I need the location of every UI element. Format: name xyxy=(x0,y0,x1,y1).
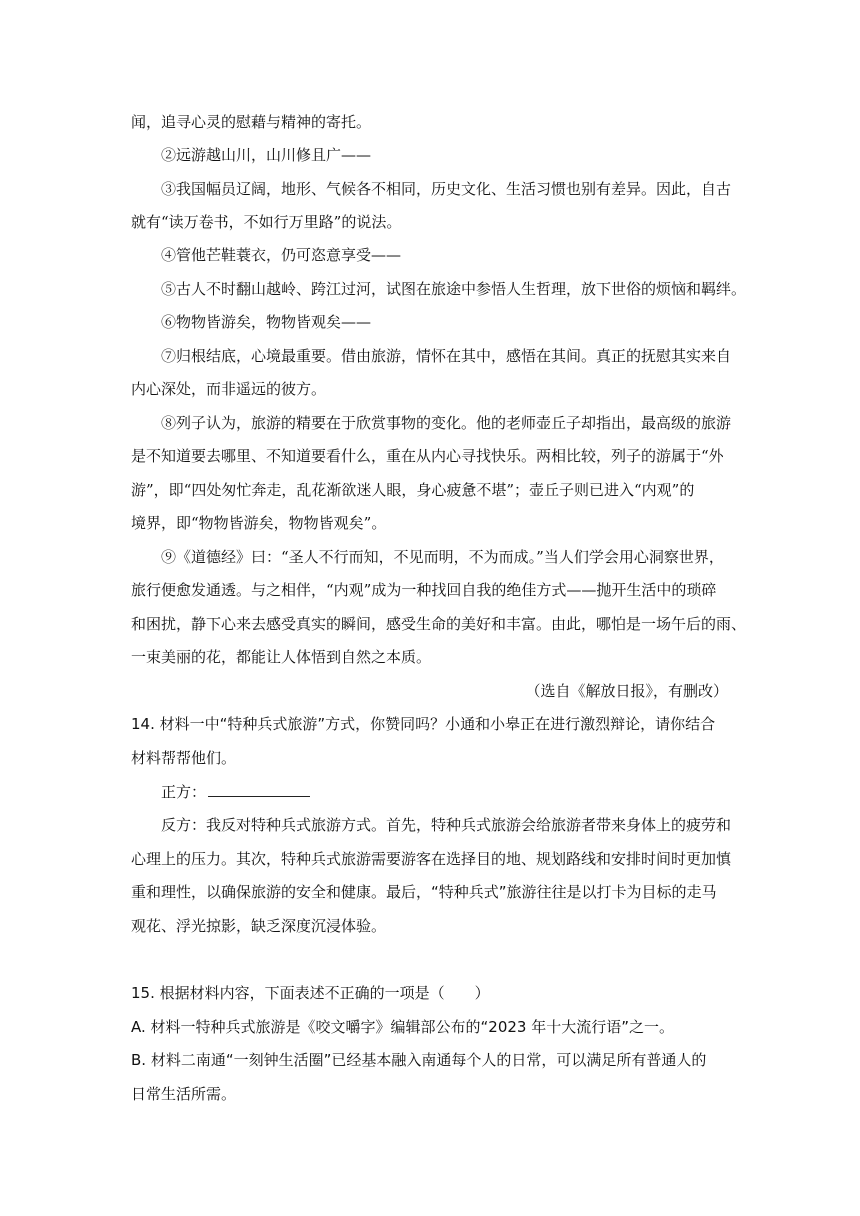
passage-line: ②远游越山川，山川修且广—— xyxy=(161,146,372,164)
question-14-stem: 14. 材料一中“特种兵式旅游”方式，你赞同吗？小通和小皋正在进行激烈辩论，请你结合 xyxy=(131,715,716,733)
passage-line: ⑦归根结底，心境最重要。借由旅游，情怀在其中，感悟在其间。真正的抚慰其实来自 xyxy=(161,347,732,365)
option-b: 日常生活所需。 xyxy=(131,1085,237,1103)
passage-line: 游”，即“四处匆忙奔走，乱花渐欲迷人眼，身心疲惫不堪”；壶丘子则已进入“内观”的 xyxy=(131,481,695,499)
passage-line: 旅行便愈发通透。与之相伴，“内观”成为一种找回自我的绝佳方式——抛开生活中的琐碎 xyxy=(131,581,717,599)
pro-label: 正方： xyxy=(161,783,207,801)
pro-answer-row xyxy=(0,782,860,802)
passage-line: 是不知道要去哪里、不知道要看什么，重在从内心寻找快乐。两相比较，列子的游属于“外 xyxy=(131,447,724,465)
passage-line: ④管他芒鞋蓑衣，仍可恣意享受—— xyxy=(161,246,402,264)
passage-line: ⑨《道德经》曰：“圣人不行而知，不见而明，不为而成。”当人们学会用心洞察世界， xyxy=(161,548,724,566)
passage-line: ⑧列子认为，旅游的精要在于欣赏事物的变化。他的老师壶丘子却指出，最高级的旅游 xyxy=(161,414,732,432)
passage-line: ⑤古人不时翻山越岭、跨江过河，试图在旅途中参悟人生哲理，放下世俗的烦恼和羁绊。 xyxy=(161,280,747,298)
answer-blank[interactable] xyxy=(208,782,310,797)
con-argument-line: 心理上的压力。其次，特种兵式旅游需要游客在选择目的地、规划路线和安排时间时更加慎 xyxy=(131,850,732,868)
passage-line: 和困扰，静下心来去感受真实的瞬间，感受生命的美好和丰富。由此，哪怕是一场午后的雨、 xyxy=(131,615,747,633)
passage-line: ③我国幅员辽阔，地形、气候各不相同，历史文化、生活习惯也别有差异。因此，自古 xyxy=(161,180,732,198)
passage-line: 闻，追寻心灵的慰藉与精神的寄托。 xyxy=(131,113,372,131)
passage-line: 一束美丽的花，都能让人体悟到自然之本质。 xyxy=(131,648,432,666)
passage-line: 境界，即“物物皆游矣，物物皆观矣”。 xyxy=(131,514,387,532)
passage-line: ⑥物物皆游矣，物物皆观矣—— xyxy=(161,313,372,331)
con-argument-line: 观花、浮光掠影，缺乏深度沉浸体验。 xyxy=(131,917,387,935)
source-citation: （选自《解放日报》，有删改） xyxy=(525,682,728,700)
question-15-stem: 15. 根据材料内容，下面表述不正确的一项是（ ） xyxy=(131,984,490,1002)
option-a: A. 材料一特种兵式旅游是《咬文嚼字》编辑部公布的“2023 年十大流行语”之一。 xyxy=(131,1018,675,1036)
passage-line: 就有“读万卷书，不如行万里路”的说法。 xyxy=(131,213,402,231)
option-b: B. 材料二南通“一刻钟生活圈”已经基本融入南通每个人的日常，可以满足所有普通人的 xyxy=(131,1051,707,1069)
con-argument-line: 反方：我反对特种兵式旅游方式。首先，特种兵式旅游会给旅游者带来身体上的疲劳和 xyxy=(161,816,732,834)
con-argument-line: 重和理性，以确保旅游的安全和健康。最后，“特种兵式”旅游往往是以打卡为目标的走马 xyxy=(131,883,717,901)
question-14-stem: 材料帮帮他们。 xyxy=(131,749,237,767)
passage-line: 内心深处，而非遥远的彼方。 xyxy=(131,380,327,398)
